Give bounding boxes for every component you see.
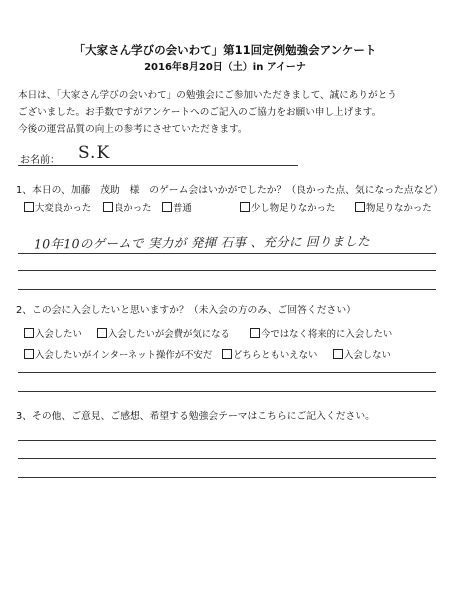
survey-date-venue: 2016年8月20日（土）in アイーナ (144, 62, 306, 73)
q3-answer-line-3 (18, 477, 436, 478)
q1-answer-line-3 (18, 289, 436, 290)
q3-answer-line-2 (18, 458, 436, 459)
checkbox[interactable] (240, 202, 250, 212)
checkbox[interactable] (24, 349, 34, 359)
intro-line-1: 本日は、「大家さん学びの会いわて」の勉強会にご参加いただきまして、誠にありがとう (18, 90, 397, 101)
survey-title: 「大家さん学びの会いわて」第11回定例勉強会アンケート (73, 43, 377, 57)
q1-option-very-good[interactable]: 大変良かった (24, 200, 91, 214)
q2-option-join[interactable]: 入会したい (24, 326, 82, 340)
q2-option-internet-concern[interactable]: 入会したいがインターネット操作が不安だ (24, 347, 212, 361)
q2-option-not-join[interactable]: 入会しない (333, 347, 391, 361)
checkbox[interactable] (103, 202, 113, 212)
q3-answer-line-1 (18, 440, 436, 441)
q2-option-undecided[interactable]: どちらともいえない (222, 347, 317, 361)
intro-line-3: 今後の運営品質の向上の参考にさせていただきます。 (18, 124, 248, 135)
checkbox[interactable] (24, 328, 34, 338)
intro-line-2: ございました。お手数ですがアンケートへのご記入のご協力をお願い申し上げます。 (18, 107, 382, 118)
q1-option-normal[interactable]: 普通 (162, 200, 192, 214)
q1-option-slightly-lacking[interactable]: 少し物足りなかった (240, 200, 335, 214)
q2-answer-line-1 (18, 372, 436, 373)
checkbox[interactable] (250, 328, 260, 338)
checkbox[interactable] (333, 349, 343, 359)
checkbox[interactable] (24, 202, 34, 212)
checkbox[interactable] (97, 328, 107, 338)
q1-option-good[interactable]: 良かった (103, 200, 152, 214)
name-label: お名前： (20, 155, 60, 166)
q2-answer-line-2 (18, 391, 436, 392)
q1-answer-line-2 (18, 270, 436, 271)
q1-question: 1、本日の、加藤 茂助 様 のゲーム会はいかがでしたか？（良かった点、気になった点など） (16, 185, 444, 196)
q2-option-join-fee-concern[interactable]: 入会したいが会費が気になる (97, 326, 230, 340)
name-value[interactable]: S.K (78, 143, 111, 163)
checkbox[interactable] (162, 202, 172, 212)
q1-option-lacking[interactable]: 物足りなかった (355, 200, 432, 214)
q2-question: 2、この会に入会したいと思いますか？（未入会の方のみ、ご回答ください） (16, 305, 356, 316)
name-underline (18, 165, 298, 166)
q1-handwritten-answer[interactable]: 10年10のゲームで 実力が 発揮 石事 、充分に 回りました (33, 233, 371, 252)
checkbox[interactable] (355, 202, 365, 212)
q3-question: 3、その他、ご意見、ご感想、希望する勉強会テーマはこちらにご記入ください。 (16, 411, 375, 422)
q2-option-join-later[interactable]: 今ではなく将来的に入会したい (250, 326, 392, 340)
q1-answer-line-1 (18, 253, 436, 254)
checkbox[interactable] (222, 349, 232, 359)
